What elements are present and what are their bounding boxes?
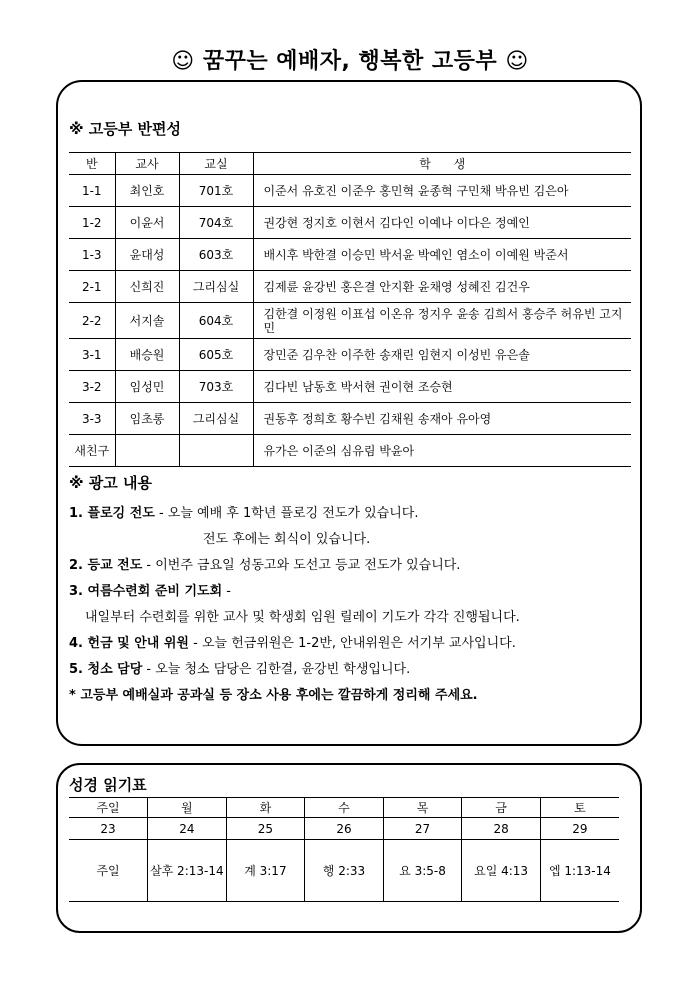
table-row [69, 175, 631, 207]
day-cell: 토 [540, 798, 619, 818]
teacher-cell: 임초롱 [115, 403, 179, 435]
reading-passages-row [69, 840, 619, 902]
reading-dates-row [69, 818, 619, 840]
date-cell: 27 [383, 818, 462, 840]
reading-table [69, 797, 619, 902]
class-section-heading: ※ 고등부 반편성 [69, 120, 181, 138]
teacher-cell: 배승원 [115, 339, 179, 371]
announcement-item [69, 527, 639, 553]
class-cell: 1-1 [69, 175, 115, 207]
passage-cell: 요 3:5-8 [383, 840, 462, 902]
table-row [69, 239, 631, 271]
day-cell: 월 [148, 798, 227, 818]
day-cell: 수 [305, 798, 384, 818]
announcement-item [69, 553, 639, 579]
announcement-item [69, 501, 639, 527]
passage-cell: 엡 1:13-14 [540, 840, 619, 902]
header-class: 반 [69, 153, 115, 175]
date-cell: 23 [69, 818, 148, 840]
class-cell: 1-2 [69, 207, 115, 239]
table-row [69, 403, 631, 435]
students-cell: 장민준 김우찬 이주한 송재린 임현지 이성빈 유은솔 [253, 339, 631, 371]
announcement-item [69, 579, 639, 605]
announcements-list [69, 501, 639, 709]
announcements-heading: ※ 광고 내용 [69, 474, 152, 492]
room-cell: 605호 [179, 339, 253, 371]
teacher-cell: 이윤서 [115, 207, 179, 239]
date-cell: 26 [305, 818, 384, 840]
announcement-label: 2. 등교 전도 [69, 558, 143, 573]
table-row [69, 435, 631, 467]
students-cell: 김한결 이정원 이표섭 이온유 정지우 윤송 김희서 홍승주 허유빈 고지민 [253, 303, 631, 339]
students-cell: 김제륜 윤강빈 홍은결 안지환 윤채영 성혜진 김건우 [253, 271, 631, 303]
announcement-text: - 오늘 예배 후 1학년 플로깅 전도가 있습니다. [154, 506, 419, 521]
teacher-cell: 최인호 [115, 175, 179, 207]
table-row [69, 271, 631, 303]
table-row [69, 339, 631, 371]
class-cell: 3-1 [69, 339, 115, 371]
announcement-label: 5. 청소 담당 [69, 662, 143, 677]
day-cell: 주일 [69, 798, 148, 818]
announcement-label: 3. 여름수련회 준비 기도회 [69, 584, 223, 599]
class-table [69, 152, 631, 467]
room-cell: 604호 [179, 303, 253, 339]
day-cell: 화 [226, 798, 305, 818]
announcement-item [69, 683, 639, 709]
date-cell: 29 [540, 818, 619, 840]
class-table-header-row [69, 153, 631, 175]
passage-cell: 주일 [69, 840, 148, 902]
header-students: 학 생 [253, 153, 631, 175]
reading-days-row [69, 798, 619, 818]
passage-cell: 행 2:33 [305, 840, 384, 902]
announcement-item [69, 657, 639, 683]
announcement-text: - 이번주 금요일 성동고와 도선고 등교 전도가 있습니다. [142, 558, 461, 573]
day-cell: 목 [383, 798, 462, 818]
room-cell: 603호 [179, 239, 253, 271]
table-row [69, 207, 631, 239]
students-cell: 이준서 유호진 이준우 홍민혁 윤종혁 구민채 박유빈 김은아 [253, 175, 631, 207]
teacher-cell: 임성민 [115, 371, 179, 403]
announcement-label: 1. 플로깅 전도 [69, 506, 155, 521]
class-cell: 2-1 [69, 271, 115, 303]
teacher-cell: 윤대성 [115, 239, 179, 271]
teacher-cell: 신희진 [115, 271, 179, 303]
announcement-label: * 고등부 예배실과 공과실 등 장소 사용 후에는 깔끔하게 정리해 주세요. [69, 688, 478, 703]
students-cell: 배시후 박한결 이승민 박서윤 박예인 염소이 이예원 박준서 [253, 239, 631, 271]
class-cell: 3-2 [69, 371, 115, 403]
students-cell: 유가은 이준의 심유림 박윤아 [253, 435, 631, 467]
teacher-cell: 서지솔 [115, 303, 179, 339]
class-cell: 새친구 [69, 435, 115, 467]
date-cell: 24 [148, 818, 227, 840]
reading-heading: 성경 읽기표 [69, 776, 147, 794]
day-cell: 금 [462, 798, 541, 818]
passage-cell: 살후 2:13-14 [148, 840, 227, 902]
passage-cell: 요일 4:13 [462, 840, 541, 902]
class-cell: 3-3 [69, 403, 115, 435]
class-cell: 1-3 [69, 239, 115, 271]
announcement-text: 전도 후에는 회식이 있습니다. [203, 532, 371, 547]
students-cell: 김다빈 남동호 박서현 권이현 조승현 [253, 371, 631, 403]
table-row [69, 303, 631, 339]
room-cell: 그리심실 [179, 403, 253, 435]
announcement-text: 내일부터 수련회를 위한 교사 및 학생회 임원 릴레이 기도가 각각 진행됩니다. [85, 610, 520, 625]
announcement-item [69, 605, 639, 631]
students-cell: 권강현 정지호 이현서 김다인 이예나 이다은 정예인 [253, 207, 631, 239]
room-cell: 703호 [179, 371, 253, 403]
room-cell: 그리심실 [179, 271, 253, 303]
date-cell: 28 [462, 818, 541, 840]
announcement-text: - 오늘 청소 담당은 김한결, 윤강빈 학생입니다. [142, 662, 411, 677]
date-cell: 25 [226, 818, 305, 840]
announcement-text: - 오늘 헌금위원은 1-2반, 안내위원은 서기부 교사입니다. [189, 636, 516, 651]
page-title: ☺ 꿈꾸는 예배자, 행복한 고등부 ☺ [171, 49, 529, 74]
room-cell: 701호 [179, 175, 253, 207]
table-row [69, 371, 631, 403]
announcement-item [69, 631, 639, 657]
header-teacher: 교사 [115, 153, 179, 175]
teacher-cell [115, 435, 179, 467]
announcement-label: 4. 헌금 및 안내 위원 [69, 636, 189, 651]
students-cell: 권동후 정희호 황수빈 김채원 송재아 유아영 [253, 403, 631, 435]
room-cell: 704호 [179, 207, 253, 239]
header-room: 교실 [179, 153, 253, 175]
room-cell [179, 435, 253, 467]
announcement-text: - [222, 584, 231, 599]
class-cell: 2-2 [69, 303, 115, 339]
passage-cell: 계 3:17 [226, 840, 305, 902]
